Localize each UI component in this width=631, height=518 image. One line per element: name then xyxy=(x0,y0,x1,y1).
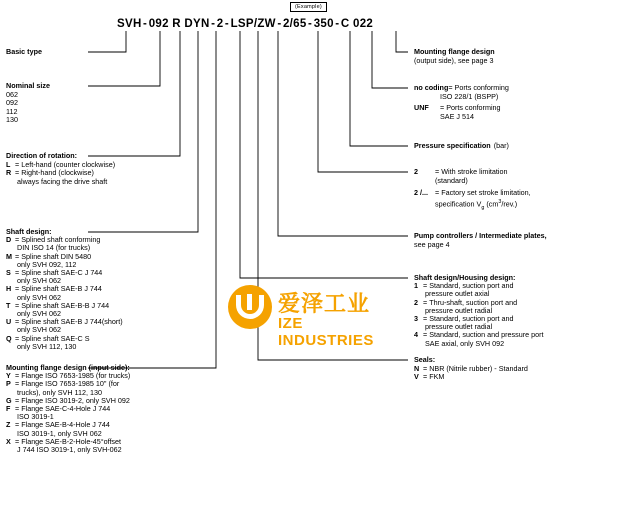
equals-sign: = xyxy=(15,436,20,446)
equals-sign: = xyxy=(15,333,20,343)
mounting-flange-input-sub: ISO 3019-1, only SVH 062 xyxy=(17,428,102,438)
pump-controllers-block xyxy=(414,232,626,249)
mounting-flange-input-key: G xyxy=(6,395,12,405)
shaft-design-value: Spline shaft SAE-B-B J 744 xyxy=(21,300,110,310)
ports-sub: ISO 228/1 (BSPP) xyxy=(440,91,499,101)
code-part-2: 092 xyxy=(148,18,169,30)
rotation-value: Left-hand (counter clockwise) xyxy=(21,159,116,169)
shaft-design-key: M xyxy=(6,251,12,261)
mounting-flange-input-value: Flange SAE-B-4-Hole J 744 xyxy=(21,420,110,430)
stroke-key: 2 xyxy=(414,167,418,176)
mounting-flange-input-sub: J 744 ISO 3019-1, only SVH-062 xyxy=(17,445,122,455)
nominal-size-value: 112 xyxy=(6,106,18,116)
shaft-housing-sub: pressure outlet axial xyxy=(425,289,490,299)
shaft-design-block xyxy=(6,228,186,351)
mounting-flange-output-block xyxy=(414,48,626,65)
equals-sign: = xyxy=(448,83,453,92)
pressure-title: Pressure specification xyxy=(414,141,491,150)
seals-title: Seals: xyxy=(414,355,436,364)
shaft-design-value: Spline shaft SAE-C J 744 xyxy=(21,268,103,278)
equals-sign: = xyxy=(15,395,20,405)
shaft-housing-value: Thru-shaft, suction port and xyxy=(429,297,518,307)
pump-controllers-subtitle: see page 4 xyxy=(414,239,450,249)
pump-controllers-title: Pump controllers / Intermediate plates, xyxy=(414,231,547,240)
shaft-design-sub: only SVH 092, 112 xyxy=(17,259,77,269)
stroke-value: Factory set stroke limitation, xyxy=(441,188,531,198)
mounting-flange-output-subtitle: (output side), see page 3 xyxy=(414,55,494,65)
shaft-design-value: Spline shaft SAE-C S xyxy=(21,333,90,343)
code-part-6: 2 xyxy=(216,18,224,30)
equals-sign: = xyxy=(423,363,428,373)
equals-sign: = xyxy=(15,251,20,261)
seals-row xyxy=(414,365,626,374)
shaft-design-value: Spline shaft SAE-B J 744 xyxy=(21,284,102,294)
code-part-3: R xyxy=(172,18,181,30)
code-part-14: C xyxy=(340,18,350,30)
watermark xyxy=(228,285,403,357)
shaft-design-key: D xyxy=(6,235,12,245)
stroke-value: With stroke limitation xyxy=(441,167,508,176)
shaft-design-sub: only SVH 062 xyxy=(17,309,61,319)
seals-key: N xyxy=(414,363,420,373)
stroke-limitation-block xyxy=(414,168,626,212)
equals-sign: = xyxy=(423,372,428,382)
code-part-8: LSP/ZW xyxy=(230,18,276,30)
type-code-string xyxy=(117,18,373,30)
shaft-design-sub: DIN ISO 14 (for trucks) xyxy=(17,243,91,253)
shaft-housing-value: Standard, suction and pressure port xyxy=(429,330,544,340)
shaft-design-sub: only SVH 062 xyxy=(17,292,61,302)
rotation-value: Right-hand (clockwise) xyxy=(21,168,94,178)
equals-sign: = xyxy=(423,314,428,324)
mounting-flange-input-sub: trucks), only SVH 112, 130 xyxy=(17,387,102,397)
code-sep-13: - xyxy=(335,18,340,30)
ports-key: no coding xyxy=(414,83,449,92)
shaft-design-value: Spline shaft DIN 5480 xyxy=(21,251,92,261)
shaft-housing-key: 3 xyxy=(414,314,418,324)
rotation-key: L xyxy=(6,159,11,169)
shaft-housing-key: 4 xyxy=(414,330,418,340)
code-part-12: 350 xyxy=(313,18,334,30)
stroke-row xyxy=(414,189,626,198)
shaft-design-value: Splined shaft conforming xyxy=(21,235,101,245)
ports-value: Ports conforming xyxy=(446,103,501,113)
shaft-design-value: Spline shaft SAE-B J 744(short) xyxy=(21,317,123,327)
seals-value: NBR (Nitrile rubber) - Standard xyxy=(429,363,528,373)
direction-of-rotation-block xyxy=(6,152,186,186)
code-sep-11: - xyxy=(308,18,313,30)
code-sep-5: - xyxy=(211,18,216,30)
equals-sign: = xyxy=(435,167,440,176)
pressure-unit: (bar) xyxy=(493,141,509,150)
mounting-flange-input-title: Mounting flange design (input side): xyxy=(6,363,130,372)
equals-sign: = xyxy=(423,297,428,307)
rotation-key: R xyxy=(6,168,12,178)
nominal-size-title: Nominal size xyxy=(6,81,50,90)
shaft-design-key: Q xyxy=(6,333,12,343)
mounting-flange-input-value: Flange ISO 7653-1985 (for trucks) xyxy=(21,371,131,381)
mounting-flange-output-title: Mounting flange design xyxy=(414,47,495,56)
shaft-design-title: Shaft design: xyxy=(6,227,52,236)
equals-sign: = xyxy=(423,281,428,291)
code-part-0: SVH xyxy=(117,18,142,30)
shaft-housing-design-block xyxy=(414,274,630,348)
code-part-4: DYN xyxy=(184,18,210,30)
stroke-sub: (standard) xyxy=(435,175,468,185)
equals-sign: = xyxy=(15,268,20,278)
rotation-note: always facing the drive shaft xyxy=(17,176,108,186)
code-sep-1: - xyxy=(143,18,148,30)
ports-conforming-block xyxy=(414,84,626,121)
shaft-housing-value: Standard, suction port and xyxy=(429,281,514,291)
equals-sign: = xyxy=(423,330,428,340)
code-part-10: 2/65 xyxy=(282,18,307,30)
equals-sign: = xyxy=(15,379,20,389)
stroke-sub: specification $V_g$ $(cm^3/rev.)$ xyxy=(435,198,518,211)
shaft-design-key: U xyxy=(6,317,12,327)
shaft-housing-sub: pressure outlet radial xyxy=(425,305,493,315)
stroke-key: 2 /... xyxy=(414,188,428,198)
code-part-15: 022 xyxy=(353,18,374,30)
shaft-housing-key: 1 xyxy=(414,281,418,291)
watermark-chinese-text: 爱泽工业 xyxy=(278,291,371,316)
shaft-housing-sub: SAE axial, only SVH 092 xyxy=(425,338,505,348)
basic-type-block xyxy=(6,48,92,57)
shaft-design-key: S xyxy=(6,268,11,278)
mounting-flange-input-key: P xyxy=(6,379,11,389)
shaft-housing-key: 2 xyxy=(414,297,418,307)
seals-value: FKM xyxy=(429,372,445,382)
equals-sign: = xyxy=(15,284,20,294)
nominal-size-block xyxy=(6,82,92,125)
seals-row xyxy=(414,373,626,382)
equals-sign: = xyxy=(15,317,20,327)
mounting-flange-input-key: F xyxy=(6,404,11,414)
mounting-flange-input-key: Y xyxy=(6,371,11,381)
basic-type-title: Basic type xyxy=(6,47,42,56)
equals-sign: = xyxy=(440,103,445,113)
mounting-flange-input-value: Flange SAE-C-4-Hole J 744 xyxy=(21,404,111,414)
rotation-title: Direction of rotation: xyxy=(6,151,78,160)
pressure-specification-block xyxy=(414,142,626,151)
company-logo-icon xyxy=(228,285,272,329)
shaft-housing-sub: pressure outlet radial xyxy=(425,322,493,332)
mounting-flange-input-sub: ISO 3019-1 xyxy=(17,412,54,422)
nominal-size-value: 092 xyxy=(6,98,18,108)
equals-sign: = xyxy=(15,300,20,310)
mounting-flange-input-key: Z xyxy=(6,420,11,430)
mounting-flange-input-value: Flange SAE-B-2-Hole-45°offset xyxy=(21,436,122,446)
seals-key: V xyxy=(414,372,419,382)
nominal-size-value: 062 xyxy=(6,89,18,99)
example-label: (Example) xyxy=(290,2,327,12)
ports-sub: SAE J 514 xyxy=(440,111,474,121)
mounting-flange-input-value: Flange ISO 3019-2, only SVH 092 xyxy=(21,395,130,405)
code-sep-7: - xyxy=(224,18,230,30)
shaft-design-key: H xyxy=(6,284,12,294)
ports-value: Ports conforming xyxy=(454,83,509,92)
nominal-size-value: 130 xyxy=(6,115,18,125)
shaft-housing-value: Standard, suction port and xyxy=(429,314,514,324)
code-sep-9: - xyxy=(277,18,282,30)
equals-sign: = xyxy=(435,188,440,198)
equals-sign: = xyxy=(15,168,20,178)
watermark-english-text: IZE INDUSTRIES xyxy=(278,315,374,349)
equals-sign: = xyxy=(15,371,20,381)
shaft-design-sub: only SVH 062 xyxy=(17,276,61,286)
ports-key: UNF xyxy=(414,103,429,113)
equals-sign: = xyxy=(15,404,20,414)
mounting-flange-input-block xyxy=(6,364,196,454)
shaft-design-key: T xyxy=(6,300,11,310)
mounting-flange-input-key: X xyxy=(6,436,11,446)
equals-sign: = xyxy=(15,235,20,245)
shaft-housing-title: Shaft design/Housing design: xyxy=(414,273,516,282)
pressure-title-row xyxy=(414,142,626,151)
mounting-flange-input-value: Flange ISO 7653-1985 10" (for xyxy=(21,379,120,389)
shaft-design-sub: only SVH 112, 130 xyxy=(17,341,77,351)
equals-sign: = xyxy=(15,159,20,169)
equals-sign: = xyxy=(15,420,20,430)
seals-block xyxy=(414,356,626,382)
shaft-design-sub: only SVH 062 xyxy=(17,325,61,335)
